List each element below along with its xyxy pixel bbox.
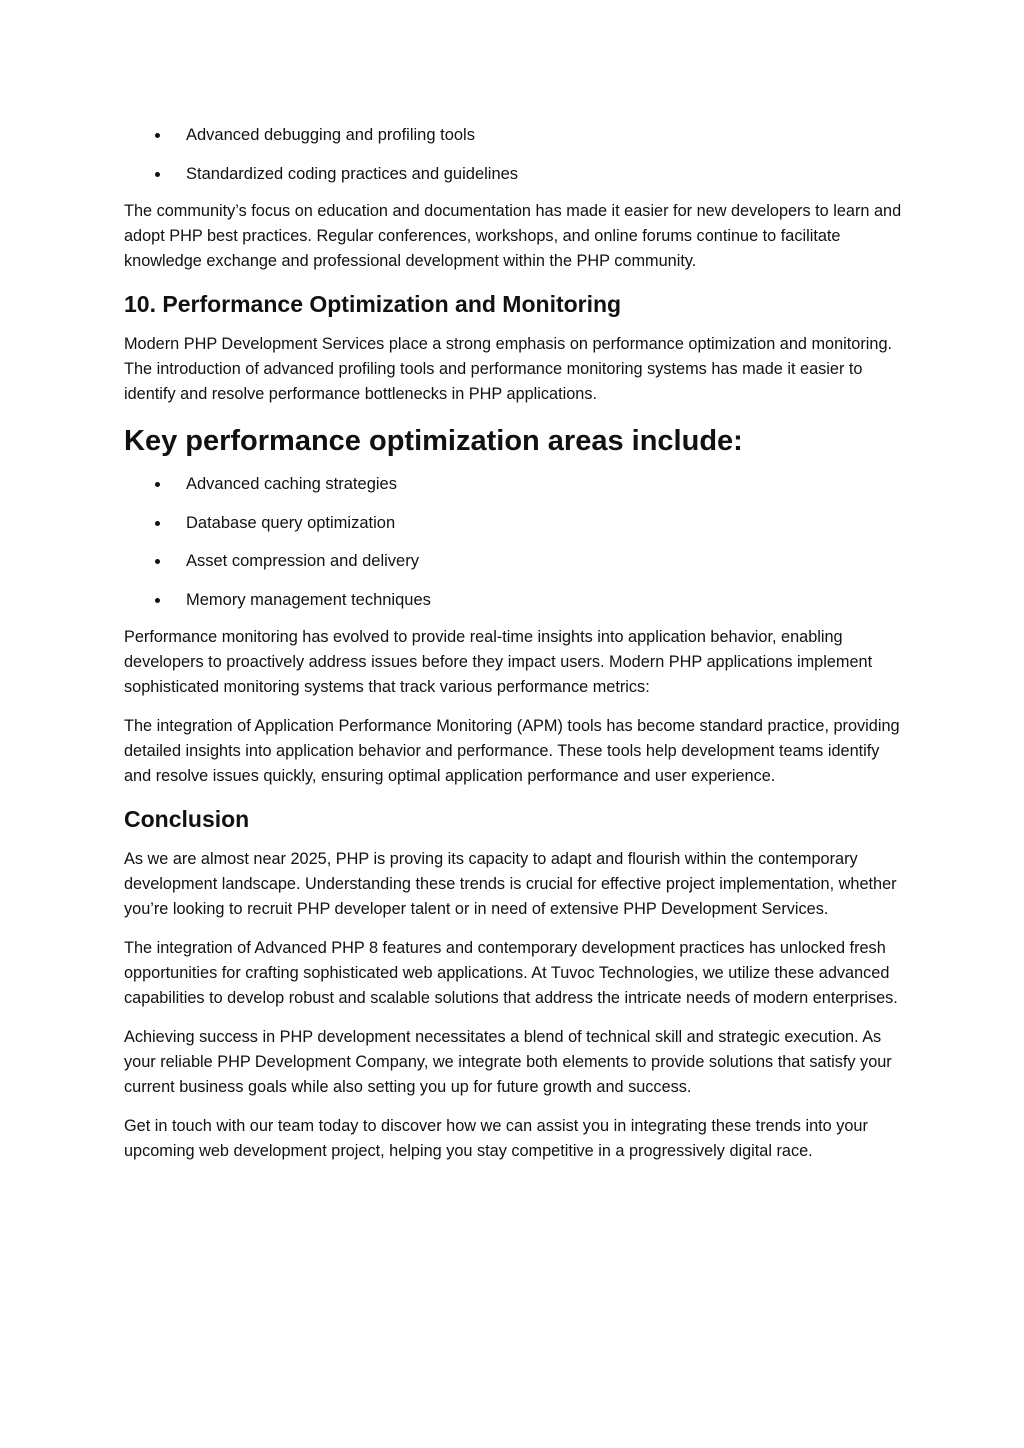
section-10-heading: 10. Performance Optimization and Monitoring [124, 291, 622, 317]
section-10-paragraph: Modern PHP Development Services place a strong emphasis on performance optimization and monitoring. The introduction of advanced profiling tools and performance monitoring systems has made it easier to identify and resolve performance bottlenecks in PHP applications. [124, 335, 893, 403]
document-page [124, 122, 904, 1178]
list-item: Asset compression and delivery [124, 548, 904, 574]
bullet-icon [155, 521, 160, 526]
list-item: Database query optimization [124, 510, 904, 536]
bullet-icon [155, 172, 160, 177]
list-item: Standardized coding practices and guidelines [124, 161, 904, 187]
bullet-icon [155, 482, 160, 487]
bullet-icon [155, 559, 160, 564]
community-paragraph: The community’s focus on education and documentation has made it easier for new developers to learn and adopt PHP best practices. Regular conferences, workshops, and online forums continue to facilitate knowledge exchange and professional development within the PHP community. [124, 202, 902, 270]
practices-list [124, 122, 904, 187]
list-item: Advanced caching strategies [124, 471, 904, 497]
conclusion-paragraph: Achieving success in PHP development necessitates a blend of technical skill and strategic execution. As your reliable PHP Development Company, we integrate both elements to provide solutions that satisfy your current business goals while also setting you up for future growth and success. [124, 1028, 892, 1096]
monitoring-paragraph: Performance monitoring has evolved to provide real-time insights into application behavior, enabling developers to proactively address issues before they impact users. Modern PHP applications implement sophisticated monitoring systems that track various performance metrics: [124, 628, 873, 696]
key-areas-heading: Key performance optimization areas include: [124, 425, 743, 457]
bullet-icon [155, 598, 160, 603]
list-item: Advanced debugging and profiling tools [124, 122, 904, 148]
conclusion-heading: Conclusion [124, 806, 250, 832]
conclusion-paragraph: The integration of Advanced PHP 8 features and contemporary development practices has unlocked fresh opportunities for crafting sophisticated web applications. At Tuvoc Technologies, we utilize these advanced capabilities to develop robust and scalable solutions that address the intricate needs of modern enterprises. [124, 939, 898, 1007]
key-areas-list [124, 471, 904, 613]
bullet-icon [155, 133, 160, 138]
conclusion-paragraph: As we are almost near 2025, PHP is proving its capacity to adapt and flourish within the contemporary development landscape. Understanding these trends is crucial for effective project implementation, whether you’re looking to recruit PHP developer talent or in need of extensive PHP Development Services. [124, 850, 897, 918]
conclusion-paragraph: Get in touch with our team today to discover how we can assist you in integrating these trends into your upcoming web development project, helping you stay competitive in a progressively digital race. [124, 1117, 868, 1160]
list-item: Memory management techniques [124, 587, 904, 613]
apm-paragraph: The integration of Application Performance Monitoring (APM) tools has become standard practice, providing detailed insights into application behavior and performance. These tools help development teams identify and resolve issues quickly, ensuring optimal application performance and user experience. [124, 717, 900, 785]
